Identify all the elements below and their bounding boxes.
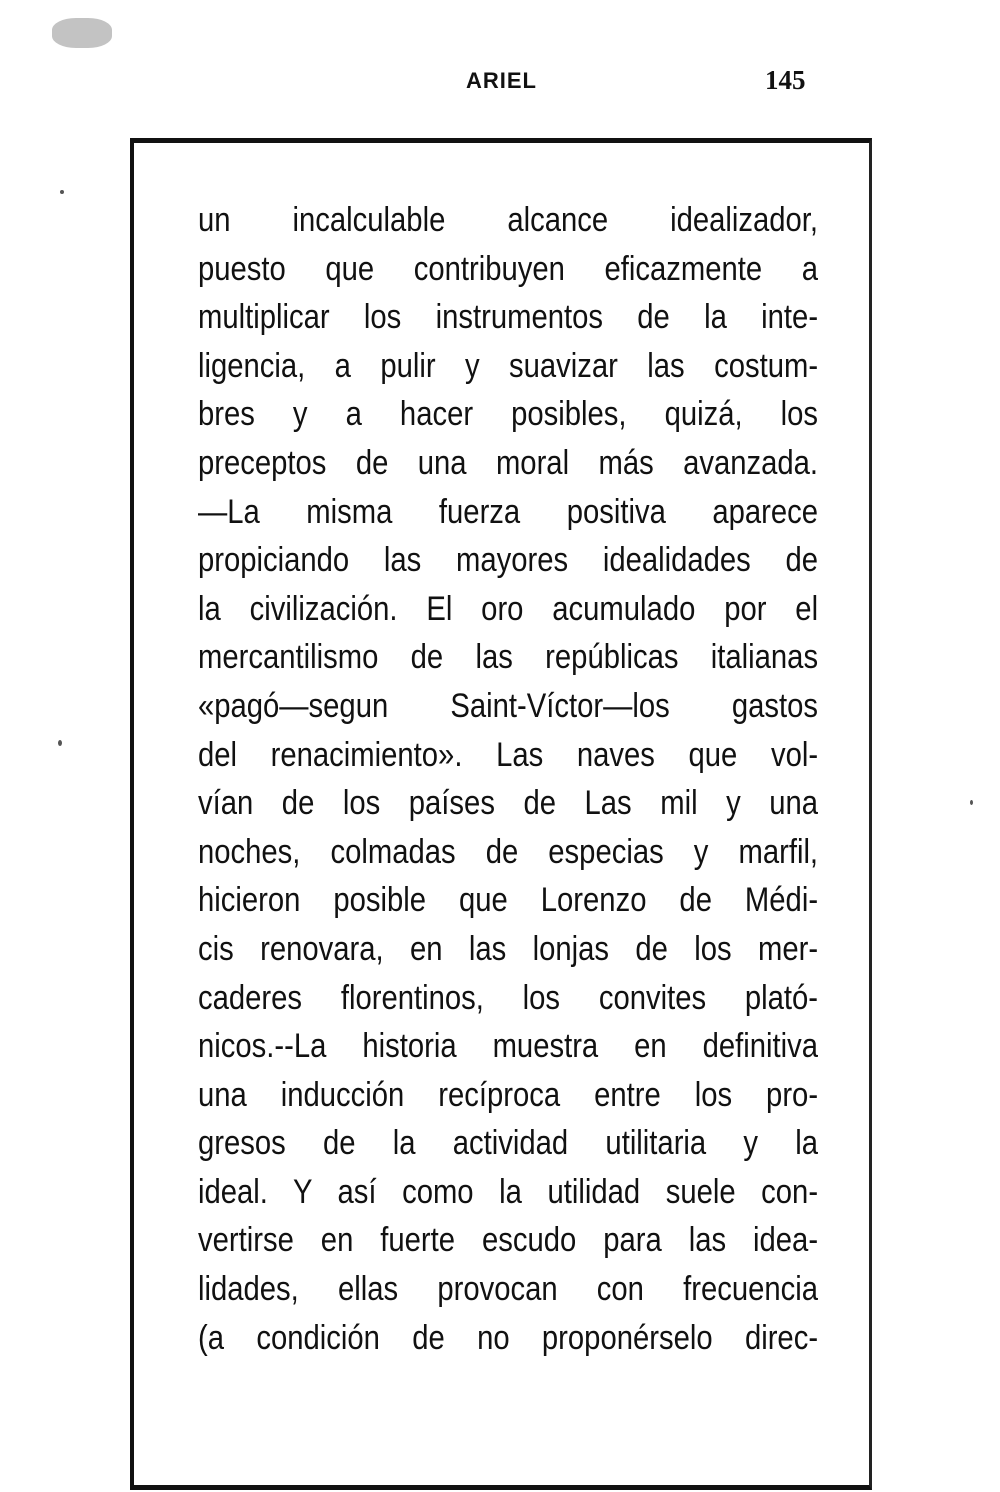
page-number: 145 xyxy=(765,65,806,95)
text-line: la civilización. El oro acumulado por el xyxy=(198,589,819,628)
text-line: «pagó—segun Saint-Víctor—los gastos xyxy=(198,686,819,725)
running-title: ARIEL xyxy=(466,68,537,93)
text-line: —La misma fuerza positiva aparece xyxy=(198,492,819,531)
text-line: (a condición de no proponérselo direc- xyxy=(198,1318,819,1357)
text-line: vían de los países de Las mil y una xyxy=(198,784,819,823)
text-line: un incalculable alcance idealizador, xyxy=(198,201,819,239)
text-line: hicieron posible que Lorenzo de Médi- xyxy=(198,881,819,920)
text-line: ideal. Y así como la utilidad suele con- xyxy=(198,1172,819,1211)
text-line: una inducción recíproca entre los pro- xyxy=(198,1075,819,1114)
text-line: mercantilismo de las repúblicas italianas xyxy=(198,638,819,677)
scan-speck xyxy=(970,800,973,805)
text-line: lidades, ellas provocan con frecuencia xyxy=(198,1270,819,1309)
text-line: cis renovara, en las lonjas de los mer- xyxy=(198,929,819,968)
body-text xyxy=(198,196,818,1362)
page-header xyxy=(0,65,1000,108)
text-line: caderes florentinos, los convites plató- xyxy=(198,978,819,1017)
text-line: vertirse en fuerte escudo para las idea- xyxy=(198,1221,819,1260)
text-line: del renacimiento». Las naves que vol- xyxy=(198,735,819,774)
scan-speck xyxy=(52,18,112,48)
text-line: propiciando las mayores idealidades de xyxy=(198,541,819,580)
text-line: bres y a hacer posibles, quizá, los xyxy=(198,395,819,434)
scan-speck xyxy=(58,740,62,746)
text-line: nicos.--La historia muestra en definitiva xyxy=(198,1027,819,1066)
text-line: puesto que contribuyen eficazmente a xyxy=(198,249,819,288)
scan-speck xyxy=(60,190,64,194)
text-line: preceptos de una moral más avanzada. xyxy=(198,443,819,482)
text-line: multiplicar los instrumentos de la inte- xyxy=(198,298,819,337)
text-line: ligencia, a pulir y suavizar las costum- xyxy=(198,346,819,385)
text-line: gresos de la actividad utilitaria y la xyxy=(198,1124,819,1163)
text-line: noches, colmadas de especias y marfil, xyxy=(198,832,819,871)
